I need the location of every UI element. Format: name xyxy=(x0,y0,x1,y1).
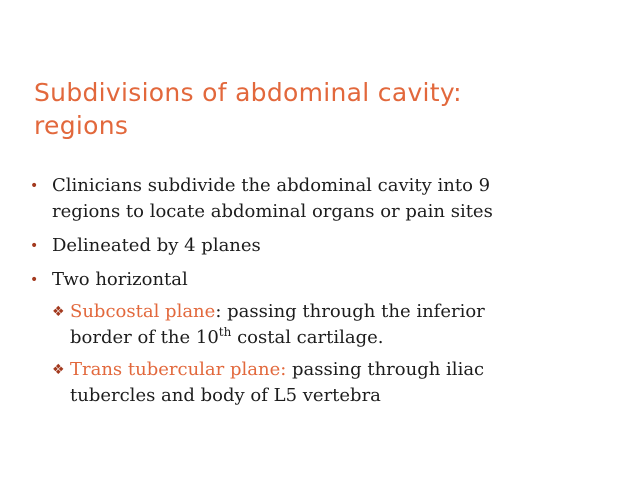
sub-bullet-line-1 xyxy=(70,299,620,325)
sub-bullet-line-2: tubercles and body of L5 vertebra xyxy=(70,385,381,406)
bullet-icon: • xyxy=(30,238,39,254)
sub-bullet-list xyxy=(52,299,620,409)
plane-description: passing through iliac xyxy=(286,359,485,380)
bullet-text: Two horizontal xyxy=(52,269,188,290)
sub-bullet-line-2 xyxy=(70,325,620,351)
bullet-item-planes xyxy=(30,233,620,259)
bullet-text-line-2: regions to locate abdominal organs or pain sites xyxy=(52,201,493,222)
plane-term: Subcostal plane xyxy=(70,301,216,322)
bullet-text-line-1: Clinicians subdivide the abdominal cavity into 9 xyxy=(52,175,491,196)
bullet-icon: • xyxy=(30,178,39,194)
slide-title xyxy=(34,76,614,142)
sub-bullet-transtubercular xyxy=(52,357,620,409)
diamond-bullet-icon: ❖ xyxy=(52,362,65,378)
sub-bullet-subcostal xyxy=(52,299,620,351)
bullet-item-regions xyxy=(30,173,620,225)
diamond-bullet-icon: ❖ xyxy=(52,304,65,320)
bullet-text: Delineated by 4 planes xyxy=(52,235,261,256)
bullet-icon: • xyxy=(30,272,39,288)
superscript: th xyxy=(218,325,232,339)
bullet-item-horizontal xyxy=(30,267,620,293)
title-line-1: Subdivisions of abdominal cavity: xyxy=(34,78,462,107)
line-text: border of the 10 xyxy=(70,327,219,348)
line-text: costal cartilage. xyxy=(231,327,384,348)
plane-description: : passing through the inferior xyxy=(215,301,485,322)
title-line-2: regions xyxy=(34,111,129,140)
sub-bullet-line-1 xyxy=(70,357,620,383)
plane-term: Trans tubercular plane: xyxy=(70,359,287,380)
slide-body xyxy=(30,173,620,415)
